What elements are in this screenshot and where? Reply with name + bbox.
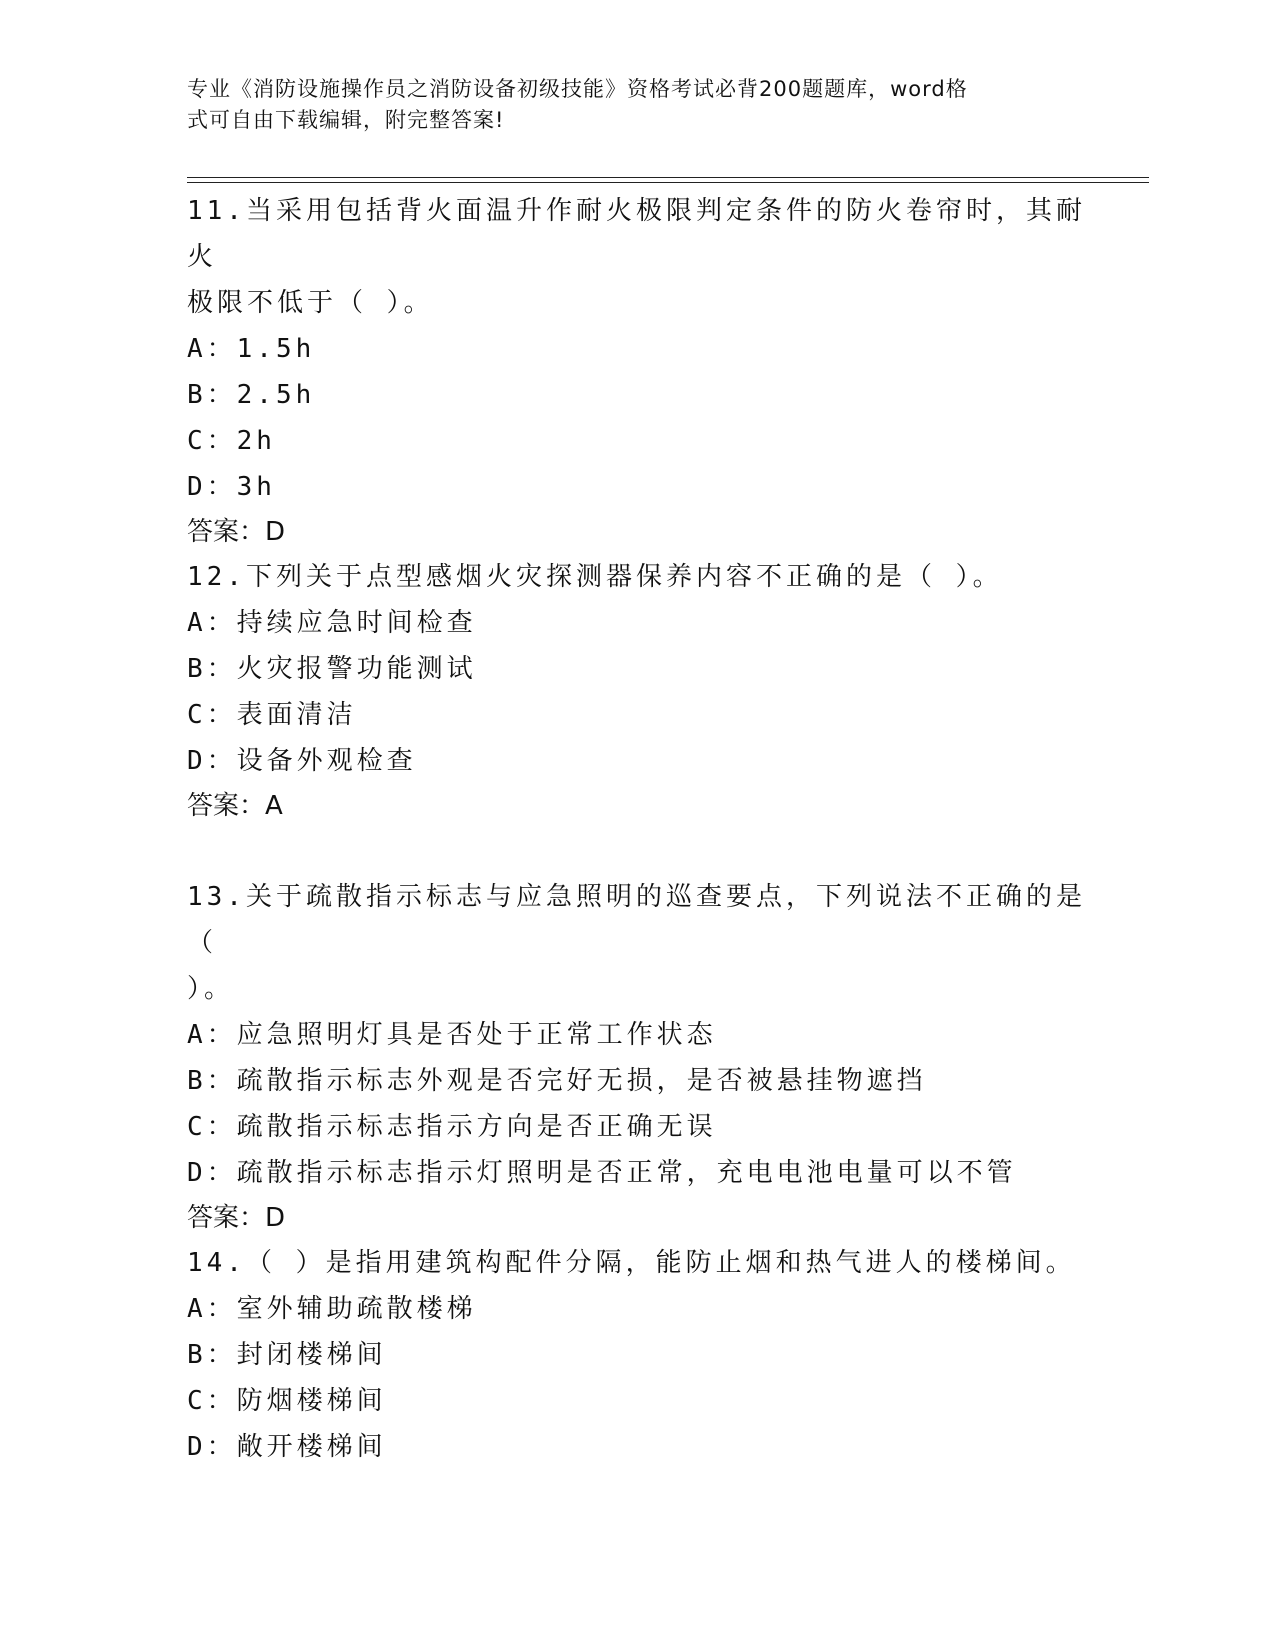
option-a: A：1.5h — [187, 334, 316, 364]
header-line-2: 式可自由下载编辑，附完整答案! — [187, 108, 505, 132]
question-13 — [187, 874, 1087, 1240]
option-d: D：3h — [187, 472, 276, 502]
option-c: C：防烟楼梯间 — [187, 1386, 387, 1416]
option-b: B：封闭楼梯间 — [187, 1340, 387, 1370]
option-d: D：疏散指示标志指示灯照明是否正常，充电电池电量可以不管 — [187, 1158, 1017, 1188]
option-c: C：2h — [187, 426, 276, 456]
option-d: D：设备外观检查 — [187, 746, 417, 776]
option-d: D：敞开楼梯间 — [187, 1432, 387, 1462]
header-divider-bottom — [187, 182, 1149, 183]
option-b: B：火灾报警功能测试 — [187, 654, 477, 684]
answer: 答案：A — [187, 791, 283, 821]
answer: 答案：D — [187, 1203, 286, 1233]
question-12 — [187, 554, 1087, 828]
option-a: A：应急照明灯具是否处于正常工作状态 — [187, 1020, 717, 1050]
question-stem-line-2: ）。 — [187, 974, 235, 1004]
question-stem-line-1: 11.当采用包括背火面温升作耐火极限判定条件的防火卷帘时，其耐火 — [187, 196, 1086, 272]
option-c: C：表面清洁 — [187, 700, 357, 730]
header-line-1: 专业《消防设施操作员之消防设备初级技能》资格考试必背200题题库，word格 — [187, 77, 968, 101]
option-a: A：持续应急时间检查 — [187, 608, 477, 638]
option-b: B：2.5h — [187, 380, 316, 410]
option-a: A：室外辅助疏散楼梯 — [187, 1294, 477, 1324]
question-stem-line-1: 14.（ ）是指用建筑构配件分隔，能防止烟和热气进人的楼梯间。 — [187, 1248, 1076, 1278]
question-14 — [187, 1240, 1087, 1470]
header-divider-top — [187, 177, 1149, 178]
question-stem-line-1: 12.下列关于点型感烟火灾探测器保养内容不正确的是（ ）。 — [187, 562, 1003, 592]
option-c: C：疏散指示标志指示方向是否正确无误 — [187, 1112, 717, 1142]
question-stem-line-1: 13.关于疏散指示标志与应急照明的巡查要点，下列说法不正确的是（ — [187, 882, 1086, 958]
question-11 — [187, 188, 1087, 554]
document-header — [187, 74, 1087, 136]
answer: 答案：D — [187, 517, 286, 547]
question-stem-line-2: 极限不低于（ ）。 — [187, 288, 434, 318]
option-b: B：疏散指示标志外观是否完好无损，是否被悬挂物遮挡 — [187, 1066, 927, 1096]
